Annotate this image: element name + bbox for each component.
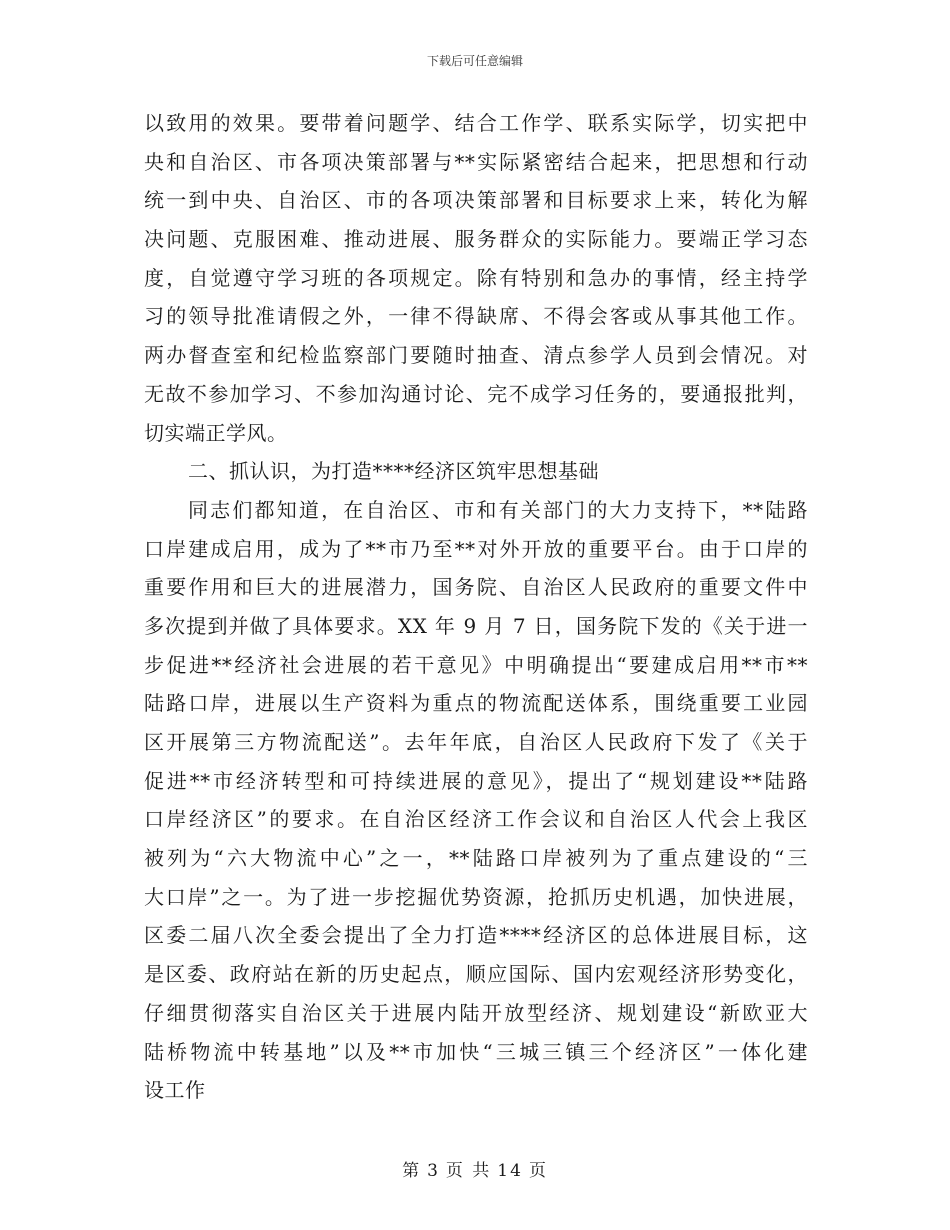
- text-line: 被列为“六大物流中心”之一，**陆路口岸被列为了重点建设的“三: [144, 846, 808, 871]
- page-header: 下载后可任意编辑: [426, 54, 523, 68]
- text-line: 度，自觉遵守学习班的各项规定。除有特别和急办的事情，经主持学: [144, 265, 808, 290]
- text-line: 无故不参加学习、不参加沟通讨论、完不成学习任务的，要通报批判，: [144, 381, 808, 406]
- footer-prefix: 第: [402, 1161, 422, 1181]
- text-line: 切实端正学风。: [144, 420, 288, 445]
- text-line: 陆桥物流中转基地”以及**市加快“三城三镇三个经济区”一体化建: [144, 1039, 808, 1064]
- text-line: 口岸经济区”的要求。在自治区经济工作会议和自治区人代会上我区: [144, 807, 808, 832]
- section-heading: 二、抓认识，为打造****经济区筑牢思想基础: [188, 459, 599, 484]
- text-line: 决问题、克服困难、推动进展、服务群众的实际能力。要端正学习态: [144, 227, 808, 252]
- text-line: 仔细贯彻落实自治区关于进展内陆开放型经济、规划建设“新欧亚大: [144, 1000, 808, 1025]
- text-line: 同志们都知道，在自治区、市和有关部门的大力支持下，**陆路: [188, 497, 808, 522]
- text-line: 多次提到并做了具体要求。XX 年 9 月 7 日，国务院下发的《关于进一: [144, 613, 808, 638]
- text-line: 统一到中央、自治区、市的各项决策部署和目标要求上来，转化为解: [144, 188, 808, 213]
- text-line: 促进**市经济转型和可持续进展的意见》，提出了“规划建设**陆路: [144, 768, 808, 793]
- text-line: 央和自治区、市各项决策部署与**实际紧密结合起来，把思想和行动: [144, 149, 808, 174]
- text-line: 区委二届八次全委会提出了全力打造****经济区的总体进展目标，这: [144, 923, 808, 948]
- text-line: 重要作用和巨大的进展潜力，国务院、自治区人民政府的重要文件中: [144, 575, 808, 600]
- total-pages: 14: [497, 1161, 523, 1181]
- text-line: 大口岸”之一。为了进一步挖掘优势资源，抢抓历史机遇，加快进展，: [144, 884, 808, 909]
- text-line: 陆路口岸，进展以生产资料为重点的物流配送体系，围绕重要工业园: [144, 691, 808, 716]
- text-line: 区开展第三方物流配送”。去年年底，自治区人民政府下发了《关于: [144, 730, 808, 754]
- text-line: 口岸建成启用，成为了**市乃至**对外开放的重要平台。由于口岸的: [144, 536, 808, 561]
- page-footer: [0, 1156, 950, 1181]
- text-line: 习的领导批准请假之外，一律不得缺席、不得会客或从事其他工作。: [144, 304, 808, 329]
- text-line: 以致用的效果。要带着问题学、结合工作学、联系实际学，切实把中: [144, 111, 808, 135]
- body-text: [144, 104, 808, 1110]
- footer-middle: 页 共: [445, 1161, 492, 1181]
- text-line: 步促进**经济社会进展的若干意见》中明确提出“要建成启用**市**: [144, 652, 808, 677]
- text-line: 设工作: [144, 1078, 206, 1103]
- text-line: 是区委、政府站在新的历史起点，顺应国际、国内宏观经济形势变化，: [144, 962, 808, 987]
- page-number: 3: [427, 1161, 440, 1181]
- text-line: 两办督查室和纪检监察部门要随时抽查、清点参学人员到会情况。对: [144, 343, 808, 368]
- footer-suffix: 页: [528, 1161, 548, 1181]
